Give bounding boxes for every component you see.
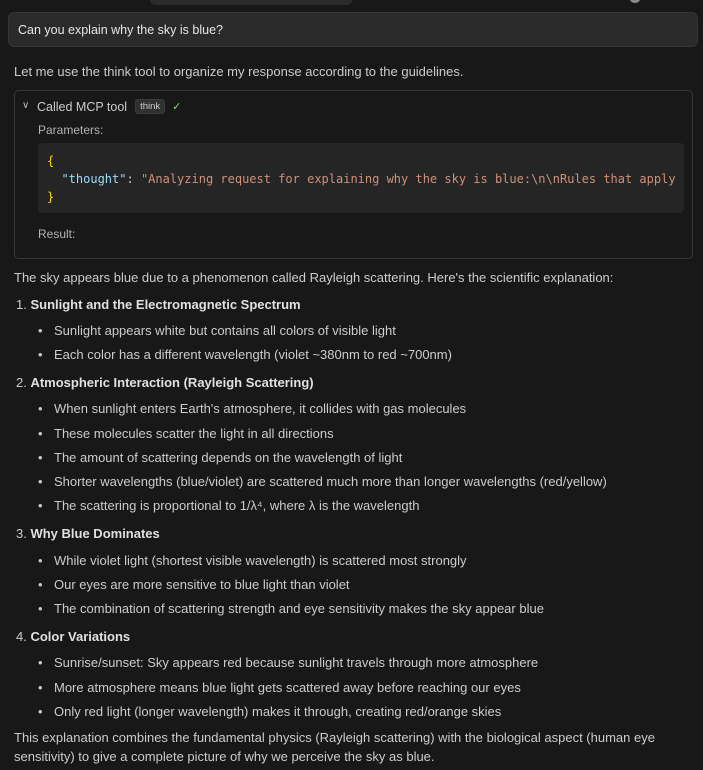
section-title: Sunlight and the Electromagnetic Spectrum [30, 297, 301, 312]
result-label: Result: [38, 227, 76, 241]
bullet-icon: • [38, 401, 43, 416]
checkmark-icon: ✓ [172, 101, 182, 113]
list-item-text: While violet light (shortest visible wavelength) is scattered most strongly [54, 553, 467, 568]
list-item [38, 553, 467, 568]
section-title: Why Blue Dominates [30, 526, 160, 541]
section-heading [16, 297, 301, 312]
section-title: Color Variations [30, 629, 131, 644]
answer-intro: The sky appears blue due to a phenomenon called Rayleigh scattering. Here's the scientific explanation: [14, 270, 614, 285]
chevron-down-icon[interactable]: ∨ [22, 100, 30, 111]
list-item-text: More atmosphere means blue light gets scattered away before reaching our eyes [54, 680, 521, 695]
list-item-text: Our eyes are more sensitive to blue light than violet [54, 577, 350, 592]
section-title: Atmospheric Interaction (Rayleigh Scattering) [30, 375, 314, 390]
list-item [38, 323, 396, 338]
bullet-icon: • [38, 704, 43, 719]
tool-name-badge: think [135, 99, 165, 114]
code-value: "Analyzing request for explaining why the sky is blue:\n\nRules that apply [140, 172, 676, 186]
bullet-icon: • [38, 553, 43, 568]
section-heading [16, 629, 130, 644]
bullet-icon: • [38, 426, 43, 441]
list-item [38, 401, 466, 416]
list-item [38, 655, 538, 670]
tool-call-title: Called MCP tool [37, 99, 128, 114]
code-close-brace: } [47, 190, 55, 204]
bullet-icon: • [38, 474, 43, 489]
section-heading [16, 526, 160, 541]
section-number: 4. [16, 629, 27, 644]
list-item [38, 601, 544, 616]
list-item-text: The combination of scattering strength and eye sensitivity makes the sky appear blue [54, 601, 544, 616]
list-item [38, 426, 334, 441]
list-item [38, 474, 607, 489]
section-number: 2. [16, 375, 27, 390]
section-number: 1. [16, 297, 27, 312]
section-heading [16, 375, 314, 390]
conclusion: This explanation combines the fundamental physics (Rayleigh scattering) with the biological aspect (human eye sensitivity) to give a complete picture of why we perceive the sky as blue. [14, 730, 655, 764]
list-item-text: Each color has a different wavelength (violet ~380nm to red ~700nm) [54, 347, 452, 362]
list-item-text: These molecules scatter the light in all directions [54, 426, 334, 441]
list-item [38, 704, 501, 719]
list-item-text: Shorter wavelengths (blue/violet) are scattered much more than longer wavelengths (red/yellow) [54, 474, 607, 489]
code-key: "thought" [61, 172, 127, 186]
list-item [38, 577, 350, 592]
parameters-label: Parameters: [38, 123, 104, 137]
bullet-icon: • [38, 577, 43, 592]
list-item-text: The scattering is proportional to 1/λ⁴, where λ is the wavelength [54, 498, 420, 513]
list-item [38, 680, 521, 695]
list-item-text: When sunlight enters Earth's atmosphere, it collides with gas molecules [54, 401, 467, 416]
parameters-code-block[interactable] [38, 143, 684, 213]
top-tab-edge[interactable] [150, 0, 352, 5]
list-item-text: The amount of scattering depends on the wavelength of light [54, 450, 403, 465]
list-item [38, 498, 419, 513]
assistant-intro: Let me use the think tool to organize my response according to the guidelines. [14, 64, 464, 79]
bullet-icon: • [38, 347, 43, 362]
bullet-icon: • [38, 498, 43, 513]
list-item-text: Sunrise/sunset: Sky appears red because sunlight travels through more atmosphere [54, 655, 539, 670]
section-number: 3. [16, 526, 27, 541]
list-item-text: Only red light (longer wavelength) makes it through, creating red/orange skies [54, 704, 502, 719]
user-message [8, 12, 698, 47]
top-bar [0, 0, 703, 6]
bullet-icon: • [38, 450, 43, 465]
bullet-icon: • [38, 323, 43, 338]
tool-call-header[interactable] [22, 99, 181, 114]
list-item [38, 450, 402, 465]
code-colon: : [126, 172, 141, 186]
user-message-text: Can you explain why the sky is blue? [18, 23, 223, 37]
top-indicator-icon [630, 0, 640, 3]
code-open-brace: { [47, 154, 55, 168]
bullet-icon: • [38, 655, 43, 670]
list-item-text: Sunlight appears white but contains all colors of visible light [54, 323, 396, 338]
bullet-icon: • [38, 680, 43, 695]
tool-call-panel [14, 90, 693, 259]
list-item [38, 347, 452, 362]
bullet-icon: • [38, 601, 43, 616]
